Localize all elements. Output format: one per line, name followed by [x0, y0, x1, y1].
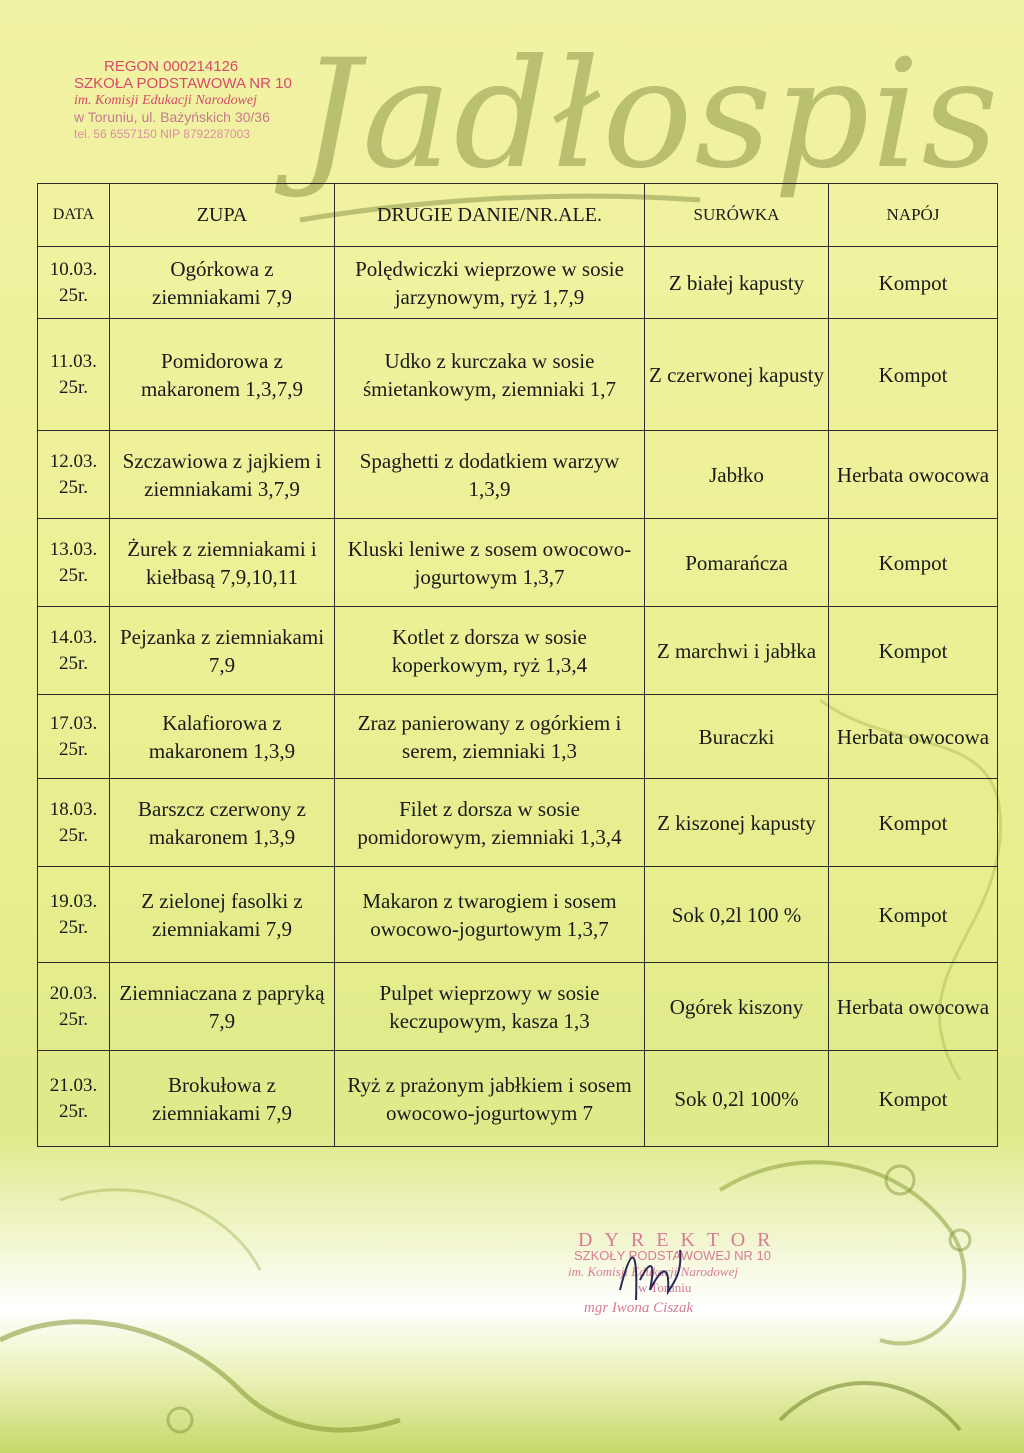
table-row	[38, 779, 998, 867]
cell-main: Spaghetti z dodatkiem warzyw 1,3,9	[335, 431, 645, 519]
cell-salad: Pomarańcza	[645, 519, 829, 607]
table-row	[38, 695, 998, 779]
cell-salad: Z marchwi i jabłka	[645, 607, 829, 695]
cell-soup: Kalafiorowa z makaronem 1,3,9	[110, 695, 335, 779]
cell-main: Kotlet z dorsza w sosie koperkowym, ryż 1,3,4	[335, 607, 645, 695]
stamp-person: mgr Iwona Ciszak	[584, 1300, 694, 1316]
table-row	[38, 963, 998, 1051]
cell-soup: Barszcz czerwony z makaronem 1,3,9	[110, 779, 335, 867]
cell-soup: Pejzanka z ziemniakami 7,9	[110, 607, 335, 695]
cell-salad: Sok 0,2l 100%	[645, 1051, 829, 1147]
cell-salad: Z kiszonej kapusty	[645, 779, 829, 867]
table-row	[38, 431, 998, 519]
cell-date: 10.03. 25r.	[38, 247, 110, 319]
cell-date: 19.03. 25r.	[38, 867, 110, 963]
menu-table	[37, 183, 998, 1147]
cell-date: 18.03. 25r.	[38, 779, 110, 867]
cell-drink: Kompot	[829, 519, 998, 607]
cell-date: 13.03. 25r.	[38, 519, 110, 607]
cell-main: Filet z dorsza w sosie pomidorowym, ziemniaki 1,3,4	[335, 779, 645, 867]
stamp-address: w Toruniu, ul. Bażyńskich 30/36	[74, 109, 270, 125]
cell-soup: Pomidorowa z makaronem 1,3,7,9	[110, 319, 335, 431]
cell-salad: Sok 0,2l 100 %	[645, 867, 829, 963]
table-header-row	[38, 184, 998, 247]
cell-soup: Ogórkowa z ziemniakami 7,9	[110, 247, 335, 319]
cell-salad: Jabłko	[645, 431, 829, 519]
handwritten-signature	[610, 1230, 690, 1320]
cell-drink: Herbata owocowa	[829, 695, 998, 779]
cell-soup: Żurek z ziemniakami i kiełbasą 7,9,10,11	[110, 519, 335, 607]
stamp-patron: im. Komisji Edukacji Narodowej	[568, 1264, 738, 1279]
cell-drink: Kompot	[829, 319, 998, 431]
cell-main: Polędwiczki wieprzowe w sosie jarzynowym, ryż 1,7,9	[335, 247, 645, 319]
cell-soup: Brokułowa z ziemniakami 7,9	[110, 1051, 335, 1147]
cell-soup: Z zielonej fasolki z ziemniakami 7,9	[110, 867, 335, 963]
cell-main: Makaron z twarogiem i sosem owocowo-jogurtowym 1,3,7	[335, 867, 645, 963]
cell-date: 17.03. 25r.	[38, 695, 110, 779]
cell-drink: Kompot	[829, 607, 998, 695]
cell-main: Ryż z prażonym jabłkiem i sosem owocowo-jogurtowym 7	[335, 1051, 645, 1147]
cell-main: Pulpet wieprzowy w sosie keczupowym, kasza 1,3	[335, 963, 645, 1051]
cell-drink: Herbata owocowa	[829, 963, 998, 1051]
cell-date: 14.03. 25r.	[38, 607, 110, 695]
table-row	[38, 247, 998, 319]
cell-main: Udko z kurczaka w sosie śmietankowym, ziemniaki 1,7	[335, 319, 645, 431]
table-row	[38, 1051, 998, 1147]
cell-soup: Ziemniaczana z papryką 7,9	[110, 963, 335, 1051]
header-main: DRUGIE DANIE/NR.ALE.	[335, 184, 645, 247]
cell-main: Zraz panierowany z ogórkiem i serem, ziemniaki 1,3	[335, 695, 645, 779]
stamp-school-name: SZKOŁA PODSTAWOWA NR 10	[74, 75, 292, 92]
cell-drink: Kompot	[829, 867, 998, 963]
stamp-patron: im. Komisji Edukacji Narodowej	[74, 93, 258, 108]
header-salad: SURÓWKA	[645, 184, 829, 247]
stamp-role: DYREKTOR	[578, 1229, 783, 1251]
stamp-school: SZKOŁY PODSTAWOWEJ NR 10	[574, 1248, 771, 1263]
table-row	[38, 607, 998, 695]
header-soup: ZUPA	[110, 184, 335, 247]
cell-drink: Kompot	[829, 1051, 998, 1147]
table-row	[38, 519, 998, 607]
cell-drink: Herbata owocowa	[829, 431, 998, 519]
cell-drink: Kompot	[829, 247, 998, 319]
cell-date: 21.03. 25r.	[38, 1051, 110, 1147]
cell-salad: Z czerwonej kapusty	[645, 319, 829, 431]
cell-drink: Kompot	[829, 779, 998, 867]
school-stamp	[74, 58, 314, 143]
table-row	[38, 867, 998, 963]
cell-date: 12.03. 25r.	[38, 431, 110, 519]
cell-main: Kluski leniwe z sosem owocowo-jogurtowym 1,3,7	[335, 519, 645, 607]
header-drink: NAPÓJ	[829, 184, 998, 247]
cell-soup: Szczawiowa z jajkiem i ziemniakami 3,7,9	[110, 431, 335, 519]
stamp-contact: tel. 56 6557150 NIP 8792287003	[74, 127, 250, 141]
cell-date: 20.03. 25r.	[38, 963, 110, 1051]
cell-salad: Buraczki	[645, 695, 829, 779]
stamp-regon: REGON 000214126	[104, 58, 239, 75]
stamp-city: w Toruniu	[638, 1280, 692, 1295]
table-row	[38, 319, 998, 431]
cell-salad: Ogórek kiszony	[645, 963, 829, 1051]
cell-date: 11.03. 25r.	[38, 319, 110, 431]
header-date: DATA	[38, 184, 110, 247]
page-title: Jadłospis	[300, 28, 1001, 202]
cell-salad: Z białej kapusty	[645, 247, 829, 319]
